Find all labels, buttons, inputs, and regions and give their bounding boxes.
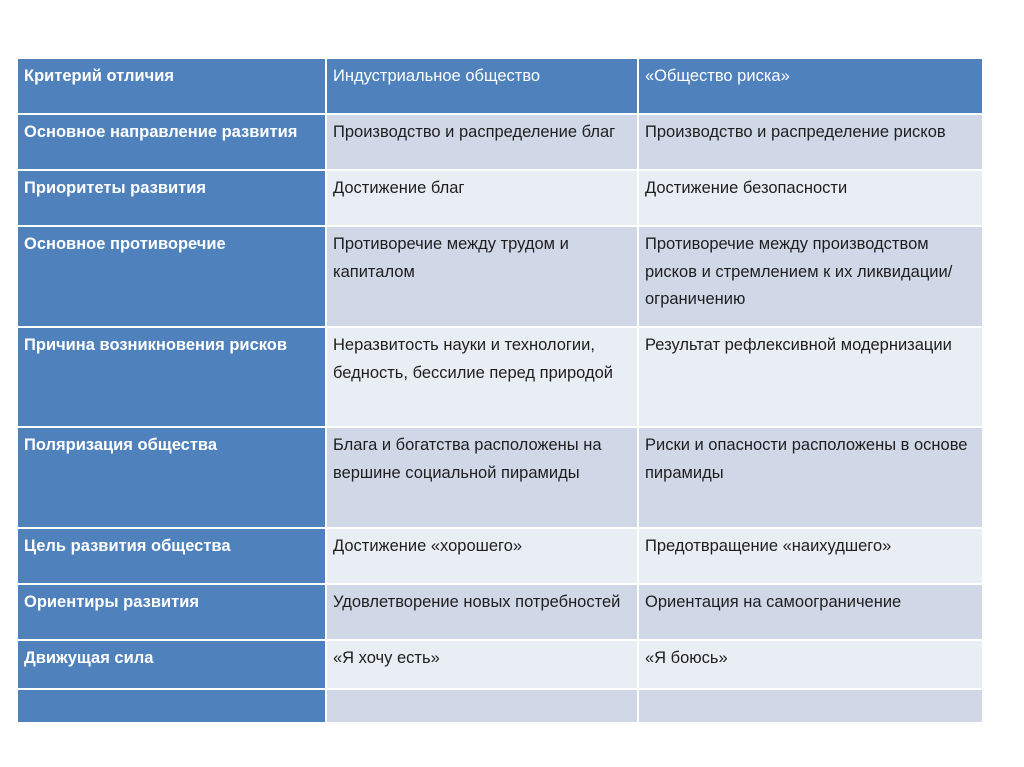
row-criterion [18, 690, 327, 724]
row-criterion: Поляризация общества [18, 428, 327, 529]
row-industrial-cell: «Я хочу есть» [327, 641, 639, 690]
row-risk-cell: Противоречие между производством рисков и стремлением к их ликвидации/ограничению [639, 227, 982, 328]
row-risk-cell: Достижение безопасности [639, 171, 982, 227]
header-risk-society: «Общество риска» [639, 59, 982, 115]
table-header-row [18, 59, 982, 115]
row-risk-cell: «Я боюсь» [639, 641, 982, 690]
row-criterion: Приоритеты развития [18, 171, 327, 227]
table-row [18, 428, 982, 529]
header-industrial-society: Индустриальное общество [327, 59, 639, 115]
row-industrial-cell: Производство и распределение благ [327, 115, 639, 171]
row-risk-cell: Риски и опасности расположены в основе пирамиды [639, 428, 982, 529]
table-row [18, 115, 982, 171]
row-risk-cell: Предотвращение «наихудшего» [639, 529, 982, 585]
table-row [18, 171, 982, 227]
row-risk-cell [639, 690, 982, 724]
table-row [18, 328, 982, 428]
row-industrial-cell: Удовлетворение новых потребностей [327, 585, 639, 641]
table-row [18, 585, 982, 641]
row-risk-cell: Ориентация на самоограничение [639, 585, 982, 641]
row-industrial-cell: Неразвитость науки и технологии, бедность, бессилие перед природой [327, 328, 639, 428]
row-industrial-cell: Противоречие между трудом и капиталом [327, 227, 639, 328]
comparison-table [18, 59, 982, 724]
row-risk-cell: Производство и распределение рисков [639, 115, 982, 171]
row-criterion: Причина возникновения рисков [18, 328, 327, 428]
table-row [18, 641, 982, 690]
table-row [18, 529, 982, 585]
row-industrial-cell [327, 690, 639, 724]
row-industrial-cell: Блага и богатства расположены на вершине социальной пирамиды [327, 428, 639, 529]
row-criterion: Цель развития общества [18, 529, 327, 585]
table-row [18, 227, 982, 328]
row-criterion: Ориентиры развития [18, 585, 327, 641]
row-risk-cell: Результат рефлексивной модернизации [639, 328, 982, 428]
row-criterion: Основное направление развития [18, 115, 327, 171]
row-criterion: Основное противоречие [18, 227, 327, 328]
table-row [18, 690, 982, 724]
row-industrial-cell: Достижение «хорошего» [327, 529, 639, 585]
row-criterion: Движущая сила [18, 641, 327, 690]
row-industrial-cell: Достижение благ [327, 171, 639, 227]
header-criterion: Критерий отличия [18, 59, 327, 115]
